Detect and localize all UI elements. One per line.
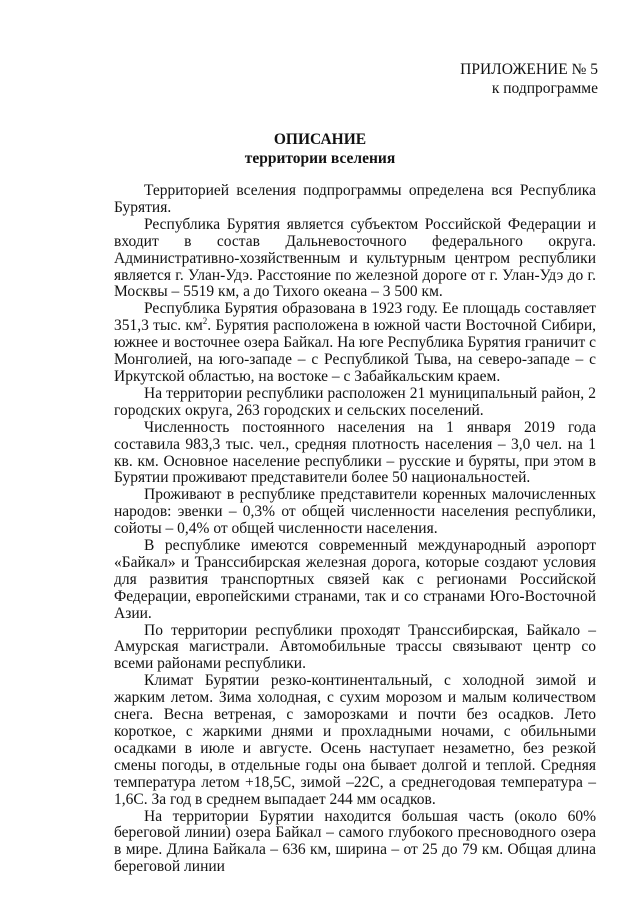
- paragraph-3-text-b: . Бурятия расположена в южной части Восточной Сибири, южнее и восточнее озера Байкал. На юге Республика Бурятия граничит с Монголией, на юго-западе – с Республикой Тыва, на северо-западе – с Иркутской областью, на востоке – с Забайкальским краем.: [114, 317, 596, 385]
- paragraph-9: Климат Бурятии резко-континентальный, с холодной зимой и жарким летом. Зима холодная, с сухим морозом и малым количеством снега. Весна ветреная, с заморозками и почти без осадков. Лето короткое, с жаркими днями и прохладными ночами, с обильными осадками в июле и августе. Осень наступает незаметно, без резкой смены погоды, в отдельные годы она бывает долгой и теплой. Средняя температура летом +18,5С, зимой –22С, а среднегодовая температура –1,6С. За год в среднем выпадает 244 мм осадков.: [114, 672, 596, 808]
- appendix-number: ПРИЛОЖЕНИЕ № 5: [460, 61, 598, 78]
- appendix-header: [460, 60, 598, 98]
- paragraph-8: По территории республики проходят Транссибирская, Байкало – Амурская магистрали. Автомобильные трассы связывают центр со всеми районами республики.: [114, 621, 596, 673]
- paragraph-2: Республика Бурятия является субъектом Российской Федерации и входит в состав Дальневосточного федерального округа. Административно-хозяйственным и культурным центром республики является г. Улан-Удэ. Расстояние по железной дороге от г. Улан-Удэ до г. Москвы – 5519 км, а до Тихого океана – 3 500 км.: [114, 215, 596, 301]
- paragraph-7: В республике имеются современный международный аэропорт «Байкал» и Транссибирская железная дорога, которые создают условия для развития транспортных связей как с регионами Российской Федерации, европейскими странами, так и со странами Юго-Восточной Азии.: [114, 537, 596, 622]
- paragraph-3: [114, 301, 596, 386]
- paragraph-1: Территорией вселения подпрограммы определена вся Республика Бурятия.: [114, 182, 596, 216]
- title-main: ОПИСАНИЕ: [273, 131, 367, 148]
- paragraph-10: На территории Бурятии находится большая часть (около 60% береговой линии) озера Байкал – самого глубокого пресноводного озера в мире. Длина Байкала – 636 км, ширина – от 25 до 79 км. Общая длина береговой линии: [114, 807, 596, 876]
- superscript-2: 2: [202, 316, 208, 327]
- appendix-reference: к подпрограмме: [491, 80, 598, 97]
- document-body: [114, 183, 596, 876]
- paragraph-3-text-a: Республика Бурятия образована в 1923 году. Ее площадь составляет 351,3 тыс. км: [114, 300, 596, 335]
- document-title: [0, 130, 640, 168]
- paragraph-6: Проживают в республике представители коренных малочисленных народов: эвенки – 0,3% от общей численности населения республики, сойоты – 0,4% от общей численности населения.: [114, 486, 596, 538]
- paragraph-5: Численность постоянного населения на 1 января 2019 года составила 983,3 тыс. чел., средняя плотность населения – 3,0 чел. на 1 кв. км. Основное население республики – русские и буряты, при этом в Бурятии проживают представители более 50 национальностей.: [114, 418, 596, 487]
- paragraph-4: На территории республики расположен 21 муниципальный район, 2 городских округа, 263 городских и сельских поселений.: [114, 384, 596, 419]
- title-subtitle: территории вселения: [244, 150, 396, 167]
